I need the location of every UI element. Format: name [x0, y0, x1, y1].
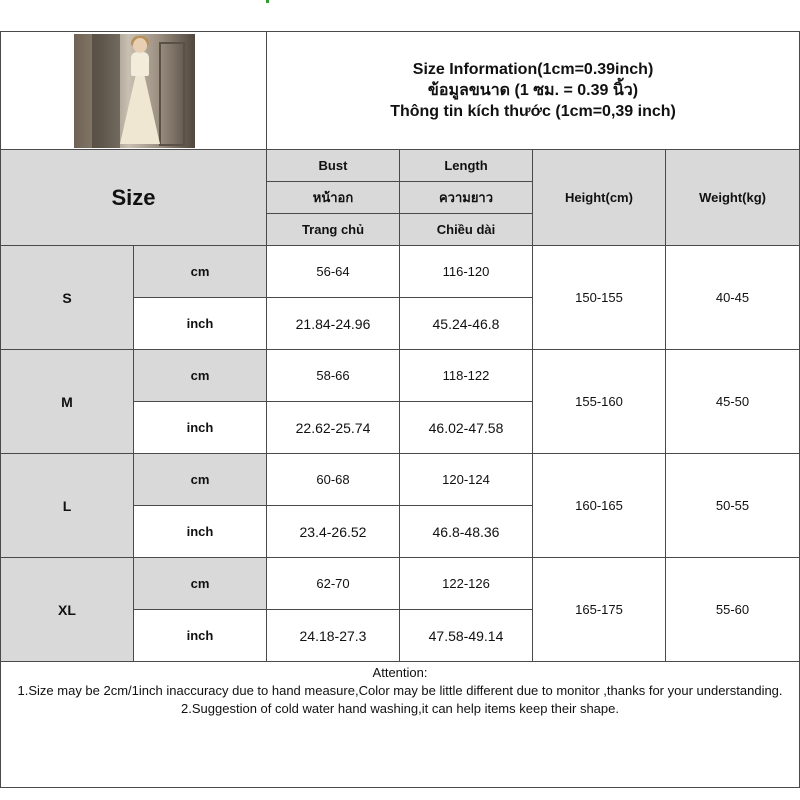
height-value: 150-155 — [533, 246, 666, 350]
title-th: ข้อมูลขนาด (1 ซม. = 0.39 นิ้ว) — [427, 82, 639, 99]
length-header-th: ความยาว — [400, 182, 533, 214]
height-value: 155-160 — [533, 350, 666, 454]
attention-note — [1, 662, 800, 788]
length-value: 116-120 — [400, 246, 533, 298]
weight-value: 40-45 — [666, 246, 800, 350]
height-value: 160-165 — [533, 454, 666, 558]
length-header-en: Length — [400, 150, 533, 182]
title-en: Size Information(1cm=0.39inch) — [412, 61, 654, 78]
bust-header-en: Bust — [267, 150, 400, 182]
unit-label: cm — [134, 558, 267, 610]
length-value: 46.02-47.58 — [400, 402, 533, 454]
height-header: Height(cm) — [533, 150, 666, 246]
size-table — [0, 31, 800, 788]
table-row — [1, 558, 800, 610]
size-label: S — [1, 246, 134, 350]
unit-label: cm — [134, 350, 267, 402]
length-header-vi: Chiều dài — [400, 214, 533, 246]
bust-value: 62-70 — [267, 558, 400, 610]
weight-value: 45-50 — [666, 350, 800, 454]
unit-label: inch — [134, 402, 267, 454]
size-label: XL — [1, 558, 134, 662]
length-value: 122-126 — [400, 558, 533, 610]
bust-header-th: หน้าอก — [267, 182, 400, 214]
bust-value: 23.4-26.52 — [267, 506, 400, 558]
corner-marker — [266, 0, 269, 3]
table-row — [1, 246, 800, 298]
title-vi: Thông tin kích thước (1cm=0,39 inch) — [390, 103, 676, 120]
unit-label: inch — [134, 298, 267, 350]
photo-cell — [1, 32, 267, 150]
table-row — [1, 454, 800, 506]
table-row — [1, 350, 800, 402]
size-chart — [0, 31, 799, 788]
bust-value: 21.84-24.96 — [267, 298, 400, 350]
weight-value: 50-55 — [666, 454, 800, 558]
title-cell — [267, 32, 800, 150]
unit-label: cm — [134, 454, 267, 506]
attention-line-1: 1.Size may be 2cm/1inch inaccuracy due to hand measure,Color may be little different due to monitor ,thanks for your understanding. — [17, 683, 783, 698]
unit-label: cm — [134, 246, 267, 298]
bust-header-vi: Trang chủ — [267, 214, 400, 246]
size-header: Size — [1, 150, 267, 246]
attention-line-2: 2.Suggestion of cold water hand washing,it can help items keep their shape. — [181, 701, 619, 716]
bust-value: 56-64 — [267, 246, 400, 298]
bust-value: 58-66 — [267, 350, 400, 402]
bust-value: 24.18-27.3 — [267, 610, 400, 662]
attention-title: Attention: — [372, 665, 428, 680]
height-value: 165-175 — [533, 558, 666, 662]
model-photo — [74, 34, 195, 148]
length-value: 120-124 — [400, 454, 533, 506]
unit-label: inch — [134, 506, 267, 558]
size-label: L — [1, 454, 134, 558]
length-value: 45.24-46.8 — [400, 298, 533, 350]
length-value: 46.8-48.36 — [400, 506, 533, 558]
bust-value: 60-68 — [267, 454, 400, 506]
size-label: M — [1, 350, 134, 454]
weight-value: 55-60 — [666, 558, 800, 662]
length-value: 47.58-49.14 — [400, 610, 533, 662]
bust-value: 22.62-25.74 — [267, 402, 400, 454]
unit-label: inch — [134, 610, 267, 662]
length-value: 118-122 — [400, 350, 533, 402]
weight-header: Weight(kg) — [666, 150, 800, 246]
